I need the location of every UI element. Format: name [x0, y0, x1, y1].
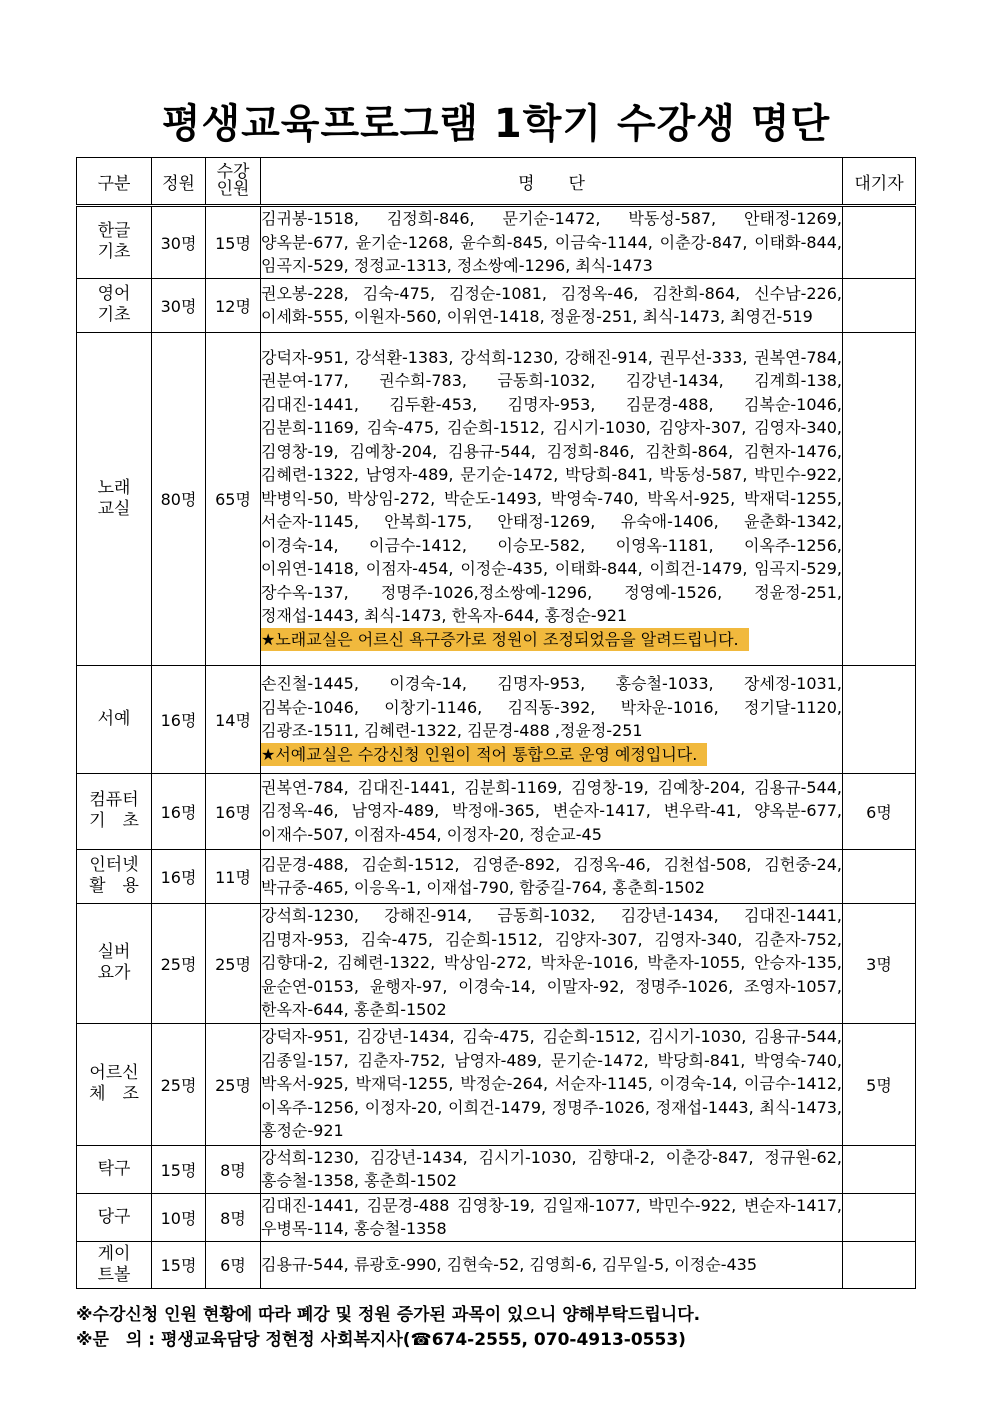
subject-cell: 어르신 체 조: [77, 1023, 152, 1145]
enrolled-cell: 25명: [206, 1023, 261, 1145]
footer-contact: ※문 의 : 평생교육담당 정현정 사회복지사(☎674-2555, 070-4913-0553): [76, 1330, 686, 1350]
header-names: 명 단: [261, 158, 843, 206]
waitlist-cell: [843, 206, 916, 279]
subject-cell: 탁구: [77, 1145, 152, 1193]
waitlist-cell: [843, 1145, 916, 1193]
waitlist-cell: [843, 278, 916, 332]
subject-cell: 당구: [77, 1193, 152, 1241]
table-row: [77, 1193, 916, 1241]
header-row: [77, 158, 916, 206]
table-row: [77, 206, 916, 279]
capacity-cell: 15명: [152, 1145, 206, 1193]
table-row: [77, 849, 916, 903]
subject-cell: 게이 트볼: [77, 1241, 152, 1288]
subject-cell: 영어 기초: [77, 278, 152, 332]
enrolled-cell: 14명: [206, 665, 261, 773]
header-category: 구분: [77, 158, 152, 206]
header-enrolled: 수강 인원: [206, 158, 261, 206]
waitlist-cell: 3명: [843, 903, 916, 1023]
table-row: [77, 903, 916, 1023]
subject-cell: 노래 교실: [77, 332, 152, 665]
waitlist-cell: [843, 1193, 916, 1241]
student-list: 손진철-1445, 이경숙-14, 김명자-953, 홍승철-1033, 장세정-1031, 김복순-1046, 이창기-1146, 김직동-392, 박차운-1016, 정기달-1120, 김광조-1511, 김혜련-1322, 김문경-488 ,정윤정-251: [261, 674, 842, 740]
table-row: [77, 1023, 916, 1145]
enrolled-cell: 8명: [206, 1145, 261, 1193]
capacity-cell: 25명: [152, 1023, 206, 1145]
names-cell: [261, 773, 843, 849]
header-waitlist: 대기자: [843, 158, 916, 206]
subject-cell: 컴퓨터 기 초: [77, 773, 152, 849]
subject-cell: 한글 기초: [77, 206, 152, 279]
enrolled-cell: 25명: [206, 903, 261, 1023]
names-cell: [261, 1193, 843, 1241]
subject-cell: 인터넷 활 용: [77, 849, 152, 903]
header-capacity: 정원: [152, 158, 206, 206]
student-list: 강덕자-951, 강석환-1383, 강석희-1230, 강해진-914, 권무선-333, 권복연-784, 권분여-177, 권수희-783, 금동희-1032, 김강년-1434, 김계희-138, 김대진-1441, 김두환-453, 김명자-953, 김문경-488, 김복순-1046, 김분희-1169, 김숙-475, 김순희-1512, 김시기-1030, 김양자-307, 김영자-340, 김영창-19, 김예창-204, 김용규-544, 김정희-846, 김찬희-864, 김현자-1476, 김혜련-1322, 남영자-489, 문기순-1472, 박당희-841, 박동성-587, 박민수-922, 박병익-50, 박상임-272, 박순도-1493, 박영숙-740, 박옥서-925, 박재덕-1255, 서순자-1145, 안복희-175, 안태정-1269, 유숙애-1406, 윤춘화-1342, 이경숙-14, 이금수-1412, 이승모-582, 이영옥-1181, 이옥주-1256, 이위연-1418, 이점자-454, 이정순-435, 이태화-844, 이희건-1479, 임곡지-529, 장수옥-137, 정명주-1026,정소쌍예-1296, 정영예-1526, 정윤정-251, 정재섭-1443, 최식-1473, 한옥자-644, 홍정순-921: [261, 347, 842, 626]
enrolled-cell: 65명: [206, 332, 261, 665]
student-list: 강석희-1230, 강해진-914, 금동희-1032, 김강년-1434, 김대진-1441, 김명자-953, 김숙-475, 김순희-1512, 김양자-307, 김영자-340, 김춘자-752, 김향대-2, 김혜련-1322, 박상임-272, 박차운-1016, 박춘자-1055, 안승자-135, 윤순연-0153, 윤행자-97, 이경숙-14, 이말자-92, 정명주-1026, 조영자-1057, 한옥자-644, 홍춘희-1502: [261, 906, 842, 1020]
enrolled-cell: 8명: [206, 1193, 261, 1241]
waitlist-cell: [843, 849, 916, 903]
names-cell: [261, 278, 843, 332]
capacity-cell: 30명: [152, 278, 206, 332]
table-row: [77, 665, 916, 773]
capacity-cell: 16명: [152, 665, 206, 773]
notice-highlight: ★노래교실은 어르신 욕구증가로 정원이 조정되었음을 알려드립니다.: [261, 628, 749, 652]
student-list: 권복연-784, 김대진-1441, 김분희-1169, 김영창-19, 김예창-204, 김용규-544, 김정옥-46, 남영자-489, 박정애-365, 변순자-1417, 변우락-41, 양옥분-677, 이재수-507, 이점자-454, 이정자-20, 정순교-45: [261, 777, 842, 844]
enrolled-cell: 12명: [206, 278, 261, 332]
table-row: [77, 1241, 916, 1288]
waitlist-cell: 6명: [843, 773, 916, 849]
names-cell: [261, 1145, 843, 1193]
enrolled-cell: 16명: [206, 773, 261, 849]
waitlist-cell: [843, 665, 916, 773]
capacity-cell: 25명: [152, 903, 206, 1023]
table-row: [77, 773, 916, 849]
names-cell: [261, 665, 843, 773]
names-cell: [261, 1241, 843, 1288]
table-row: [77, 332, 916, 665]
capacity-cell: 15명: [152, 1241, 206, 1288]
names-cell: [261, 903, 843, 1023]
student-list: 김대진-1441, 김문경-488 김영창-19, 김일재-1077, 박민수-922, 변순자-1417, 우병목-114, 홍승철-1358: [261, 1195, 842, 1238]
subject-cell: 실버 요가: [77, 903, 152, 1023]
waitlist-cell: [843, 1241, 916, 1288]
table-row: [77, 1145, 916, 1193]
notice-highlight: ★서예교실은 수강신청 인원이 적어 통합으로 운영 예정입니다.: [261, 743, 707, 767]
student-list: 김문경-488, 김순희-1512, 김영준-892, 김정옥-46, 김천섭-508, 김헌중-24, 박규중-465, 이응옥-1, 이재섭-790, 함중길-764, 홍춘희-1502: [261, 854, 842, 897]
names-cell: [261, 849, 843, 903]
enrolled-cell: 11명: [206, 849, 261, 903]
roster-body: [77, 206, 916, 1289]
capacity-cell: 10명: [152, 1193, 206, 1241]
waitlist-cell: [843, 332, 916, 665]
student-list: 권오봉-228, 김숙-475, 김정순-1081, 김정옥-46, 김찬희-864, 신수남-226, 이세화-555, 이원자-560, 이위연-1418, 정윤정-251, 최식-1473, 최영건-519: [261, 283, 842, 326]
capacity-cell: 80명: [152, 332, 206, 665]
student-list: 김귀봉-1518, 김정희-846, 문기순-1472, 박동성-587, 안태정-1269, 양옥분-677, 윤기순-1268, 윤수희-845, 이금숙-1144, 이춘강-847, 이태화-844, 임곡지-529, 정정교-1313, 정소쌍예-1296, 최식-1473: [261, 209, 842, 275]
footer-notice: ※수강신청 인원 현황에 따라 폐강 및 정원 증가된 과목이 있으니 양해부탁드립니다.: [76, 1305, 701, 1325]
capacity-cell: 30명: [152, 206, 206, 279]
capacity-cell: 16명: [152, 849, 206, 903]
student-list: 강석희-1230, 김강년-1434, 김시기-1030, 김향대-2, 이춘강-847, 정규원-62, 홍승철-1358, 홍춘희-1502: [261, 1147, 842, 1190]
student-list: 김용규-544, 류광호-990, 김현숙-52, 김영희-6, 김무일-5, 이정순-435: [261, 1254, 758, 1274]
names-cell: [261, 332, 843, 665]
enrolled-cell: 15명: [206, 206, 261, 279]
table-row: [77, 278, 916, 332]
roster-table: [76, 157, 916, 1289]
names-cell: [261, 1023, 843, 1145]
capacity-cell: 16명: [152, 773, 206, 849]
subject-cell: 서예: [77, 665, 152, 773]
student-list: 강덕자-951, 김강년-1434, 김숙-475, 김순희-1512, 김시기-1030, 김용규-544, 김종일-157, 김춘자-752, 남영자-489, 문기순-1472, 박당희-841, 박영숙-740, 박옥서-925, 박재덕-1255, 박정순-264, 서순자-1145, 이경숙-14, 이금수-1412, 이옥주-1256, 이정자-20, 이희건-1479, 정명주-1026, 정재섭-1443, 최식-1473, 홍정순-921: [261, 1027, 842, 1141]
page-title: 평생교육프로그램 1학기 수강생 명단: [161, 101, 831, 147]
enrolled-cell: 6명: [206, 1241, 261, 1288]
waitlist-cell: 5명: [843, 1023, 916, 1145]
names-cell: [261, 206, 843, 279]
